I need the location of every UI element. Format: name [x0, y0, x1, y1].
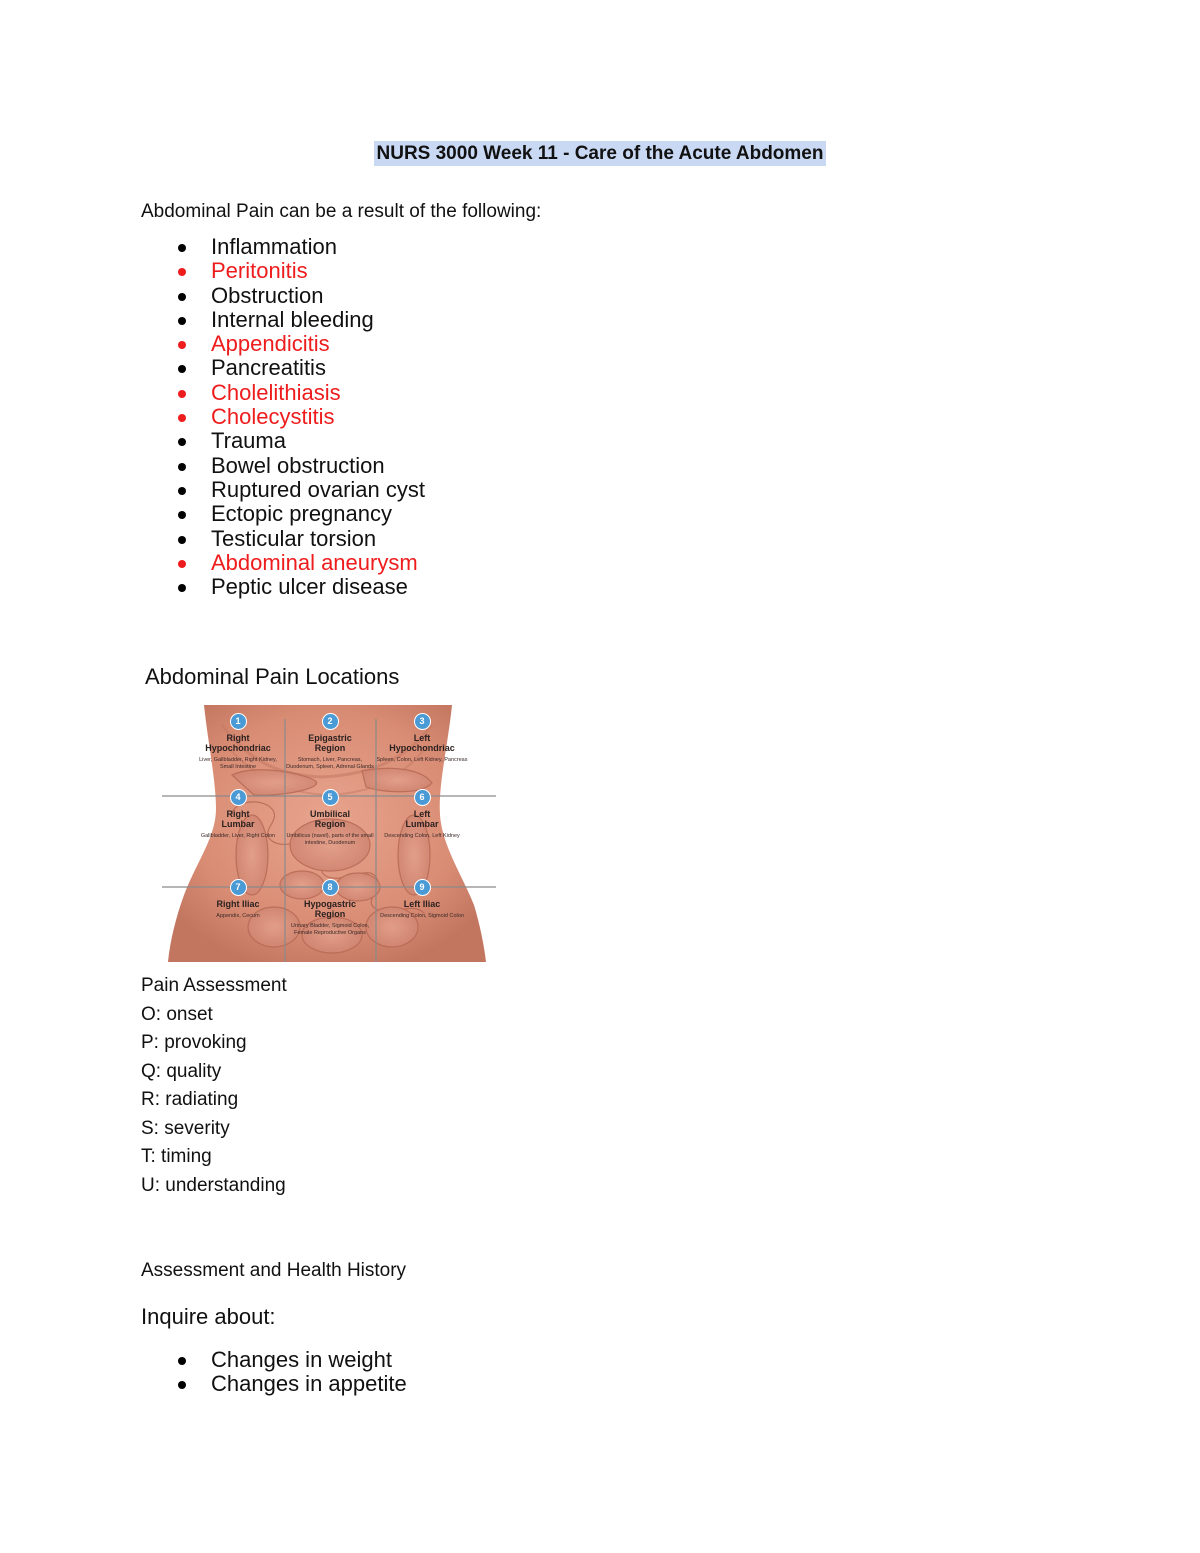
region-number-badge: 8	[322, 879, 339, 896]
cause-item	[176, 575, 425, 599]
cause-item-text: Cholelithiasis	[211, 379, 341, 405]
cause-item-text: Abdominal aneurysm	[211, 549, 418, 575]
region-organs: Descending Colon, Left Kidney	[384, 833, 460, 839]
region-name: Region	[314, 819, 346, 829]
region-name: Hypochondriac	[205, 743, 271, 753]
region-number-badge: 3	[414, 713, 431, 730]
cause-item	[176, 551, 425, 575]
locations-heading: Abdominal Pain Locations	[145, 664, 400, 689]
region-label	[192, 713, 284, 771]
region-name: Hypochondriac	[389, 743, 455, 753]
pain-assessment-item: O: onset	[141, 1003, 213, 1025]
region-number-badge: 1	[230, 713, 247, 730]
bullet-icon	[178, 365, 186, 373]
cause-item	[176, 235, 425, 259]
cause-item	[176, 381, 425, 405]
inquire-item	[176, 1348, 407, 1372]
region-number-badge: 7	[230, 879, 247, 896]
region-organs: Umbilicus (navel), parts of the small intestine, Duodenum	[286, 833, 374, 846]
region-number-badge: 5	[322, 789, 339, 806]
region-name: Lumbar	[221, 819, 255, 829]
bullet-icon	[178, 293, 186, 301]
cause-item-text: Peptic ulcer disease	[211, 574, 408, 600]
cause-item	[176, 527, 425, 551]
bullet-icon	[178, 511, 186, 519]
region-label	[376, 713, 468, 764]
cause-item	[176, 332, 425, 356]
region-organs: Appendix, Cecum	[216, 913, 260, 919]
cause-item-text: Internal bleeding	[211, 306, 374, 332]
inquire-item-text: Changes in appetite	[211, 1371, 407, 1397]
inquire-label: Inquire about:	[141, 1304, 276, 1329]
cause-item-text: Ruptured ovarian cyst	[211, 476, 425, 502]
region-label	[376, 789, 468, 840]
cause-item	[176, 259, 425, 283]
region-name: Hypogastric	[303, 899, 356, 909]
pain-assessment-item: S: severity	[141, 1117, 230, 1139]
bullet-icon	[178, 560, 186, 568]
cause-item-text: Ectopic pregnancy	[211, 501, 392, 527]
cause-item-text: Peritonitis	[211, 258, 308, 284]
causes-list	[176, 235, 425, 599]
region-name: Right	[226, 733, 250, 743]
inquire-item	[176, 1372, 407, 1396]
cause-item	[176, 429, 425, 453]
cause-item-text: Pancreatitis	[211, 355, 326, 381]
bullet-icon	[178, 244, 186, 252]
bullet-icon	[178, 317, 186, 325]
bullet-icon	[178, 1357, 186, 1365]
abdominal-regions-diagram	[162, 705, 496, 962]
bullet-icon	[178, 463, 186, 471]
region-label	[192, 879, 284, 920]
cause-item	[176, 405, 425, 429]
bullet-icon	[178, 268, 186, 276]
bullet-icon	[178, 584, 186, 592]
cause-item-text: Bowel obstruction	[211, 452, 385, 478]
cause-item-text: Cholecystitis	[211, 404, 335, 430]
region-number-badge: 6	[414, 789, 431, 806]
region-organs: Spleen, Colon, Left Kidney, Pancreas	[376, 757, 468, 763]
region-organs: Liver, Gallbladder, Right Kidney, Small Intestine	[199, 757, 277, 770]
cause-item-text: Appendicitis	[211, 331, 330, 357]
region-name: Left	[413, 809, 431, 819]
region-number-badge: 2	[322, 713, 339, 730]
region-organs: Urinary Bladder, Sigmoid Colon, Female Reproductive Organs	[290, 923, 370, 936]
cause-item-text: Trauma	[211, 428, 286, 454]
bullet-icon	[178, 438, 186, 446]
cause-item	[176, 454, 425, 478]
title-text: NURS 3000 Week 11 - Care of the Acute Abdomen	[374, 141, 827, 166]
document-title	[0, 140, 1200, 168]
assessment-heading: Assessment and Health History	[141, 1260, 407, 1281]
intro-text: Abdominal Pain can be a result of the following:	[141, 201, 542, 222]
bullet-icon	[178, 414, 186, 422]
cause-item	[176, 308, 425, 332]
region-label	[376, 879, 468, 920]
pain-assessment-item: R: radiating	[141, 1089, 239, 1110]
inquire-list	[176, 1348, 407, 1397]
bullet-icon	[178, 1381, 186, 1389]
cause-item	[176, 356, 425, 380]
cause-item-text: Testicular torsion	[211, 525, 377, 551]
region-label	[284, 879, 376, 937]
cause-item-text: Inflammation	[211, 234, 337, 259]
region-name: Left	[413, 733, 431, 743]
pain-assessment-item: Q: quality	[141, 1060, 222, 1082]
region-name: Right	[226, 809, 250, 819]
region-number-badge: 4	[230, 789, 247, 806]
cause-item	[176, 284, 425, 308]
region-number-badge: 9	[414, 879, 431, 896]
region-name: Left Iliac	[403, 899, 441, 909]
bullet-icon	[178, 536, 186, 544]
region-organs: Stomach, Liver, Pancreas, Duodenum, Spleen, Adrenal Glands	[286, 757, 374, 770]
region-name: Epigastric	[308, 733, 352, 743]
region-name: Right Iliac	[216, 899, 260, 909]
cause-item	[176, 502, 425, 526]
pain-assessment-item: P: provoking	[141, 1032, 247, 1053]
bullet-icon	[178, 390, 186, 398]
region-label	[192, 789, 284, 840]
pain-assessment-heading: Pain Assessment	[141, 975, 287, 996]
pain-assessment	[141, 972, 287, 1200]
region-name: Region	[314, 743, 346, 753]
region-label	[284, 789, 376, 847]
region-organs: Descending Colon, Sigmoid Colon	[380, 913, 464, 919]
bullet-icon	[178, 341, 186, 349]
inquire-item-text: Changes in weight	[211, 1347, 393, 1372]
bullet-icon	[178, 487, 186, 495]
region-name: Region	[314, 909, 346, 919]
pain-assessment-item: U: understanding	[141, 1174, 286, 1196]
region-organs: Gallbladder, Liver, Right Colon	[200, 833, 276, 839]
cause-item-text: Obstruction	[211, 282, 324, 308]
pain-assessment-item: T: timing	[141, 1146, 212, 1167]
region-name: Umbilical	[309, 809, 350, 819]
cause-item	[176, 478, 425, 502]
region-label	[284, 713, 376, 771]
region-name: Lumbar	[405, 819, 439, 829]
